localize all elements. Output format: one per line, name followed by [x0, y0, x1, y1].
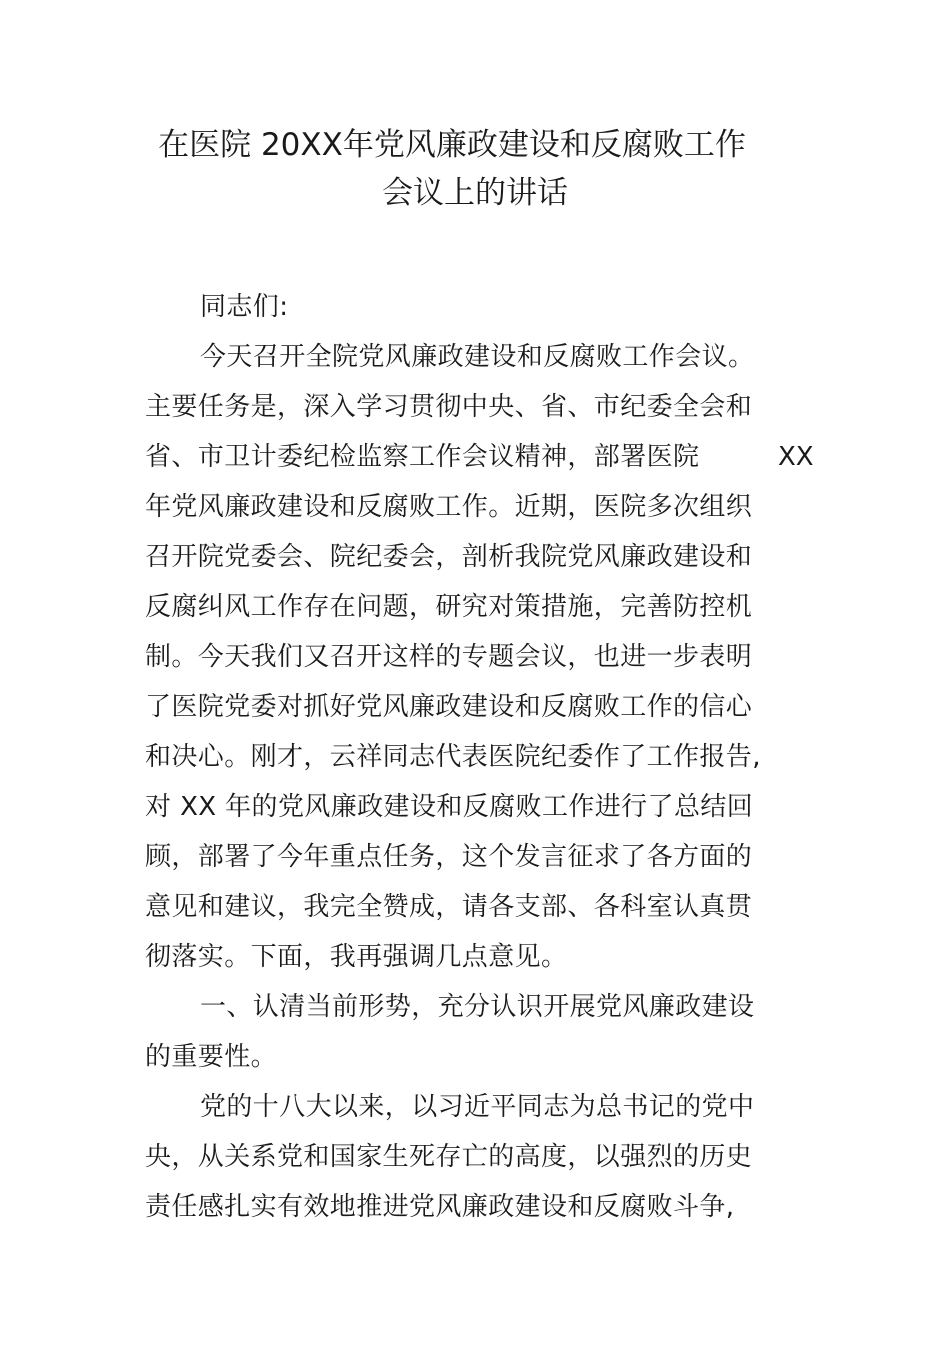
paragraph-line: 省、市卫计委纪检监察工作会议精神，部署医院: [145, 442, 700, 472]
paragraph-line: 对 XX 年的党风廉政建设和反腐败工作进行了总结回: [145, 792, 754, 822]
paragraph-line: 顾，部署了今年重点任务，这个发言征求了各方面的: [145, 842, 753, 872]
paragraph-line: 制。今天我们又召开这样的专题会议，也进一步表明: [145, 642, 753, 672]
paragraph-line: 主要任务是，深入学习贯彻中央、省、市纪委全会和: [145, 392, 753, 422]
paragraph-line: 召开院党委会、院纪委会，剖析我院党风廉政建设和: [145, 542, 753, 572]
paragraph-line: 反腐纠风工作存在问题，研究对策措施，完善防控机: [145, 592, 753, 622]
section-heading-continued: 的重要性。: [145, 1042, 278, 1072]
section-heading: 一、认清当前形势，充分认识开展党风廉政建设: [200, 992, 755, 1022]
paragraph-line: 年党风廉政建设和反腐败工作。近期，医院多次组织: [145, 492, 753, 522]
paragraph-line: 今天召开全院党风廉政建设和反腐败工作会议。: [200, 342, 755, 372]
paragraph-line: 意见和建议，我完全赞成，请各支部、各科室认真贯: [145, 892, 753, 922]
document-title-line-2: 会议上的讲话: [382, 175, 568, 211]
paragraph-line: 央，从关系党和国家生死存亡的高度，以强烈的历史: [145, 1142, 753, 1172]
paragraph-line: 彻落实。下面，我再强调几点意见。: [145, 942, 568, 972]
paragraph-line: 和决心。刚才，云祥同志代表医院纪委作了工作报告,: [145, 742, 761, 772]
inline-year-placeholder: XX: [778, 442, 814, 472]
paragraph-line: 了医院党委对抓好党风廉政建设和反腐败工作的信心: [145, 692, 753, 722]
paragraph-line: 责任感扎实有效地推进党风廉政建设和反腐败斗争,: [145, 1192, 735, 1222]
paragraph-line: 党的十八大以来，以习近平同志为总书记的党中: [200, 1092, 755, 1122]
salutation: 同志们:: [200, 292, 289, 322]
document-title-line-1: 在医院 20XX年党风廉政建设和反腐败工作: [158, 127, 746, 163]
